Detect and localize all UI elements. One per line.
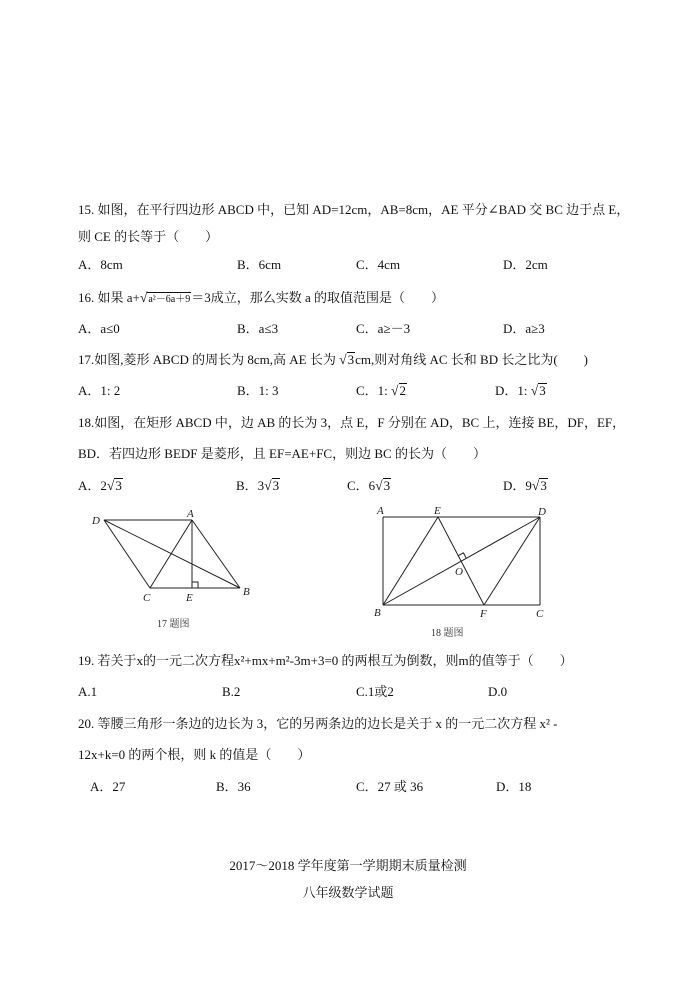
square-root	[531, 382, 547, 400]
label-d: D	[92, 515, 100, 527]
question-20-line-2: 12x+k=0 的两个根，则 k 的值是（ ）	[78, 747, 311, 762]
radical-sign: √	[339, 352, 347, 367]
side-cd	[104, 520, 150, 588]
q20-option-a: A．27	[90, 779, 126, 794]
option-text: D．9	[503, 478, 532, 493]
figure-17-caption: 17 题图	[157, 619, 190, 630]
question-17-line	[78, 351, 588, 369]
option-text: B．3	[236, 478, 265, 493]
right-angle-mark	[192, 582, 198, 588]
label-o: O	[455, 566, 463, 578]
question-16-text-after: ＝3成立，那么实数 a 的取值范围是（ ）	[191, 290, 445, 305]
question-20-line-1: 20. 等腰三角形一条边的边长为 3，它的另两条边的边长是关于 x 的一元二次方程 x² -	[78, 716, 558, 731]
segment-df	[484, 517, 540, 605]
q19-option-b: B.2	[222, 684, 241, 699]
radical-sign: √	[531, 478, 540, 493]
square-root	[339, 351, 355, 369]
q16-option-a: A．a≤0	[78, 321, 120, 336]
q18-option-c	[347, 477, 391, 495]
label-f: F	[480, 608, 487, 620]
option-text: C．1:	[356, 383, 392, 398]
q20-option-b: B．36	[216, 779, 251, 794]
square-root	[140, 289, 191, 307]
question-15-line-2: 则 CE 的长等于（ ）	[78, 229, 219, 244]
figure-18-caption: 18 题图	[431, 628, 464, 639]
q17-option-d	[495, 382, 547, 400]
question-17-text-before: 17.如图,菱形 ABCD 的周长为 8cm,高 AE 长为	[78, 352, 340, 367]
square-root	[107, 477, 123, 495]
square-root	[532, 477, 548, 495]
label-b: B	[374, 607, 381, 619]
q16-option-d: D．a≥3	[503, 321, 545, 336]
q20-option-c: C．27 或 36	[356, 779, 424, 794]
label-a: A	[377, 505, 384, 517]
q17-option-b: B．1: 3	[237, 383, 279, 398]
figure-17-rhombus	[85, 505, 260, 615]
q15-option-a: A．8cm	[78, 257, 123, 272]
q19-option-d: D.0	[488, 684, 508, 699]
question-15-line-1: 15. 如图，在平行四边形 ABCD 中，已知 AD=12cm，AB=8cm，AE 平分∠BAD 交 BC 边于点 E，	[78, 202, 630, 217]
q16-option-c: C．a≥－3	[356, 321, 411, 336]
radical-sign: √	[375, 478, 383, 493]
question-16-text-before: 16. 如果 a+	[78, 290, 140, 305]
label-c: C	[536, 608, 544, 620]
diagonal-bd	[104, 520, 240, 588]
question-19-line: 19. 若关于x的一元二次方程x²+mx+m²-3m+3=0 的两根互为倒数，则m的值等于（ ）	[78, 653, 573, 668]
radical-sign: √	[530, 383, 539, 398]
radical-sign: √	[264, 478, 272, 493]
q19-option-c: C.1或2	[356, 684, 394, 699]
q20-option-d: D．18	[496, 779, 532, 794]
q15-option-b: B．6cm	[237, 257, 282, 272]
radical-sign: √	[391, 383, 399, 398]
q15-option-c: C．4cm	[356, 257, 401, 272]
side-ab	[192, 520, 240, 588]
question-17-text-after: cm,则对角线 AC 长和 BD 长之比为( )	[355, 352, 589, 367]
radicand: a²－6a＋9	[148, 294, 191, 305]
square-root	[375, 477, 391, 495]
label-c: C	[143, 592, 151, 604]
question-18-line-2: BD．若四边形 BEDF 是菱形，且 EF=AE+FC，则边 BC 的长为（ ）	[78, 446, 486, 461]
option-text: A．2	[78, 478, 107, 493]
label-a: A	[187, 508, 194, 520]
question-18-line-1: 18.如图，在矩形 ABCD 中，边 AB 的长为 3，点 E，F 分别在 AD，BC 上，连接 BE，DF，EF，	[78, 415, 626, 430]
exam-title: 2017～2018 学年度第一学期期末质量检测	[229, 858, 467, 873]
radical-sign: √	[139, 290, 148, 305]
option-text: D．1:	[495, 383, 531, 398]
square-root	[391, 382, 407, 400]
q18-option-d	[503, 477, 548, 495]
radicand: 3	[347, 352, 355, 367]
label-e: E	[434, 505, 441, 517]
radicand: 3	[540, 478, 547, 493]
q18-option-a	[78, 477, 123, 495]
label-d: D	[538, 506, 546, 518]
q19-option-a: A.1	[78, 684, 98, 699]
radicand: 3	[272, 478, 280, 493]
label-b: B	[243, 586, 250, 598]
segment-be	[383, 517, 438, 605]
q16-option-b: B．a≤3	[237, 321, 279, 336]
square-root	[264, 477, 280, 495]
radicand: 3	[539, 383, 546, 398]
radicand: 3	[383, 478, 391, 493]
exam-subtitle: 八年级数学试题	[302, 885, 394, 900]
radical-sign: √	[106, 478, 115, 493]
q17-option-c	[356, 382, 407, 400]
radicand: 2	[399, 383, 407, 398]
figure-18-rectangle	[370, 500, 555, 622]
radicand: 3	[115, 478, 122, 493]
option-text: C．6	[347, 478, 376, 493]
question-16-line	[78, 289, 444, 307]
segment-ef	[438, 517, 484, 605]
q18-option-b	[236, 477, 280, 495]
label-e: E	[186, 592, 193, 604]
q17-option-a: A．1: 2	[78, 383, 121, 398]
q15-option-d: D．2cm	[503, 257, 548, 272]
